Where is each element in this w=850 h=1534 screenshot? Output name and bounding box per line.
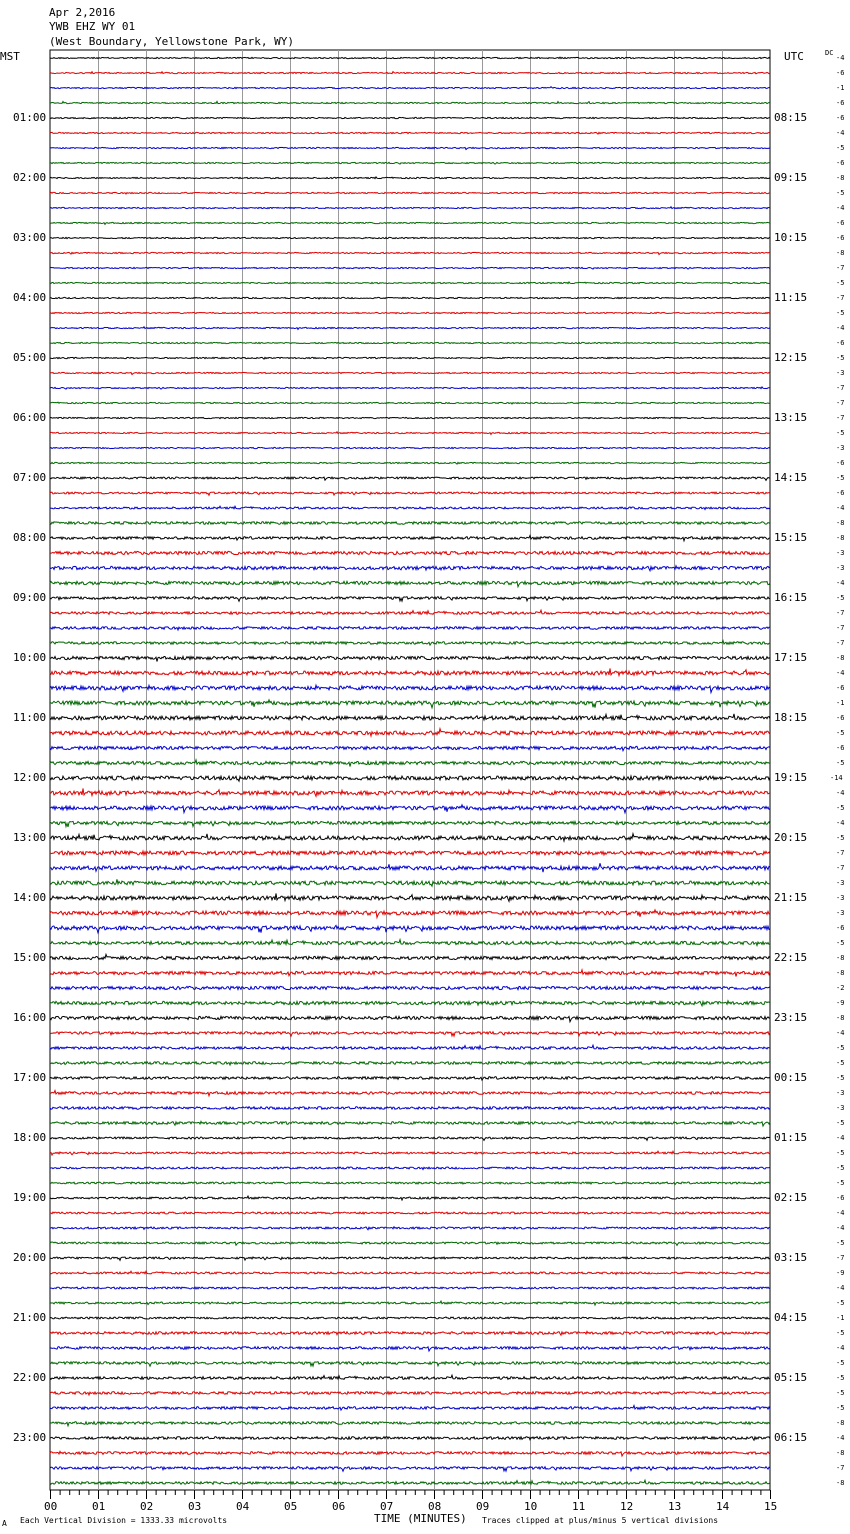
dc-offset-value: -6 bbox=[836, 159, 845, 167]
trace-row-32 bbox=[50, 522, 770, 525]
trace-row-50 bbox=[50, 788, 770, 796]
right-timezone-label: UTC bbox=[784, 50, 804, 63]
trace-row-72 bbox=[50, 1121, 770, 1126]
left-hour-label: 21:00 bbox=[13, 1311, 47, 1324]
left-hour-label: 20:00 bbox=[13, 1251, 47, 1264]
dc-offset-value: -4 bbox=[836, 1224, 845, 1232]
dc-offset-value: -4 bbox=[836, 1029, 845, 1037]
right-hour-label: 23:15 bbox=[774, 1011, 808, 1024]
trace-row-29 bbox=[50, 477, 770, 480]
x-axis-title: TIME (MINUTES) bbox=[374, 1512, 467, 1525]
dc-offset-value: -4 bbox=[836, 819, 845, 827]
trace-row-71 bbox=[50, 1107, 770, 1110]
trace-row-56 bbox=[50, 879, 770, 886]
dc-offset-value: -5 bbox=[836, 189, 845, 197]
left-hour-label: 09:00 bbox=[13, 591, 47, 604]
dc-offset-value: -3 bbox=[836, 909, 845, 917]
dc-offset-value: -7 bbox=[836, 864, 845, 872]
dc-offset-value: -1 bbox=[836, 84, 845, 92]
dc-offset-value: -6 bbox=[836, 234, 845, 242]
right-hour-label: 05:15 bbox=[774, 1371, 808, 1384]
trace-row-45 bbox=[50, 714, 770, 720]
right-hour-label: 03:15 bbox=[774, 1251, 808, 1264]
dc-offset-value: -7 bbox=[836, 849, 845, 857]
right-hour-label: 02:15 bbox=[774, 1191, 808, 1204]
x-tick-label: 13 bbox=[668, 1500, 682, 1513]
dc-offset-value: -4 bbox=[836, 129, 845, 137]
dc-offset-value: -4 bbox=[836, 54, 845, 62]
dc-offset-value: -7 bbox=[836, 1464, 845, 1472]
right-hour-label: 11:15 bbox=[774, 291, 808, 304]
trace-row-64 bbox=[50, 1001, 770, 1006]
dc-offset-value: -5 bbox=[836, 1404, 845, 1412]
dc-offset-value: -5 bbox=[836, 1119, 845, 1127]
dc-offset-header: DC bbox=[825, 49, 834, 57]
left-hour-label: 11:00 bbox=[13, 711, 47, 724]
dc-offset-value: -6 bbox=[836, 459, 845, 467]
dc-offset-value: -6 bbox=[836, 339, 845, 347]
right-hour-label: 14:15 bbox=[774, 471, 808, 484]
trace-row-62 bbox=[50, 970, 770, 977]
trace-row-7 bbox=[50, 147, 770, 149]
trace-row-82 bbox=[50, 1271, 770, 1274]
trace-row-1 bbox=[50, 57, 770, 59]
trace-row-78 bbox=[50, 1212, 770, 1214]
left-hour-label: 05:00 bbox=[13, 351, 47, 364]
trace-row-55 bbox=[50, 863, 770, 872]
dc-offset-value: -3 bbox=[836, 879, 845, 887]
trace-row-14 bbox=[50, 252, 770, 254]
dc-offset-value: -3 bbox=[836, 369, 845, 377]
dc-offset-value: -6 bbox=[836, 684, 845, 692]
dc-offset-value: -3 bbox=[836, 444, 845, 452]
dc-offset-value: -8 bbox=[836, 174, 845, 182]
trace-row-5 bbox=[50, 117, 770, 118]
dc-offset-value: -4 bbox=[836, 1209, 845, 1217]
trace-row-28 bbox=[50, 462, 770, 464]
dc-offset-value: -5 bbox=[836, 834, 845, 842]
dc-offset-value: -5 bbox=[836, 1239, 845, 1247]
trace-row-94 bbox=[50, 1451, 770, 1456]
dc-offset-value: -6 bbox=[836, 219, 845, 227]
trace-row-19 bbox=[50, 327, 770, 330]
dc-offset-value: -4 bbox=[836, 579, 845, 587]
trace-row-95 bbox=[50, 1467, 770, 1472]
trace-row-91 bbox=[50, 1406, 770, 1411]
trace-row-84 bbox=[50, 1301, 770, 1305]
dc-offset-value: -5 bbox=[836, 594, 845, 602]
scale-note: Each Vertical Division = 1333.33 microvolts bbox=[20, 1516, 228, 1525]
trace-row-81 bbox=[50, 1257, 770, 1260]
dc-offset-value: -7 bbox=[836, 384, 845, 392]
trace-row-26 bbox=[50, 432, 770, 435]
trace-row-49 bbox=[50, 776, 770, 781]
trace-row-54 bbox=[50, 851, 770, 855]
left-hour-label: 23:00 bbox=[13, 1431, 47, 1444]
station-code: YWB EHZ WY 01 bbox=[49, 20, 136, 33]
trace-row-88 bbox=[50, 1362, 770, 1367]
trace-row-34 bbox=[50, 551, 770, 554]
trace-row-92 bbox=[50, 1422, 770, 1426]
right-hour-label: 18:15 bbox=[774, 711, 808, 724]
dc-offset-value: -4 bbox=[836, 1434, 845, 1442]
dc-offset-value: -5 bbox=[836, 1359, 845, 1367]
dc-offset-value: -5 bbox=[836, 429, 845, 437]
plot-date: Apr 2,2016 bbox=[49, 6, 116, 19]
dc-offset-value: -5 bbox=[836, 1149, 845, 1157]
x-tick-label: 03 bbox=[188, 1500, 202, 1513]
left-hour-label: 07:00 bbox=[13, 471, 47, 484]
left-hour-label: 10:00 bbox=[13, 651, 47, 664]
trace-row-51 bbox=[50, 805, 770, 813]
x-tick-label: 02 bbox=[140, 1500, 154, 1513]
station-location: (West Boundary, Yellowstone Park, WY) bbox=[49, 35, 295, 48]
trace-row-85 bbox=[50, 1317, 770, 1319]
dc-offset-value: -4 bbox=[836, 504, 845, 512]
left-hour-label: 16:00 bbox=[13, 1011, 47, 1024]
dc-offset-value: -6 bbox=[836, 744, 845, 752]
trace-row-21 bbox=[50, 357, 770, 359]
dc-offset-value: -5 bbox=[836, 804, 845, 812]
trace-row-86 bbox=[50, 1331, 770, 1335]
dc-offset-value: -1 bbox=[836, 699, 845, 707]
trace-row-3 bbox=[50, 87, 770, 89]
trace-row-65 bbox=[50, 1016, 770, 1021]
dc-offset-value: -5 bbox=[836, 759, 845, 767]
dc-offset-value: -3 bbox=[836, 549, 845, 557]
right-hour-label: 15:15 bbox=[774, 531, 808, 544]
dc-offset-value: -8 bbox=[836, 519, 845, 527]
x-tick-label: 10 bbox=[524, 1500, 538, 1513]
dc-offset-value: -7 bbox=[836, 1254, 845, 1262]
right-hour-label: 19:15 bbox=[774, 771, 808, 784]
right-hour-label: 16:15 bbox=[774, 591, 808, 604]
left-hour-label: 14:00 bbox=[13, 891, 47, 904]
trace-row-77 bbox=[50, 1196, 770, 1200]
x-tick-label: 06 bbox=[332, 1500, 346, 1513]
trace-row-52 bbox=[50, 821, 770, 827]
dc-offset-value: -6 bbox=[836, 69, 845, 77]
trace-row-74 bbox=[50, 1151, 770, 1155]
left-hour-label: 19:00 bbox=[13, 1191, 47, 1204]
dc-offset-value: -5 bbox=[836, 1164, 845, 1172]
dc-offset-value: -8 bbox=[836, 1419, 845, 1427]
x-tick-label: 01 bbox=[92, 1500, 106, 1513]
left-hour-label: 01:00 bbox=[13, 111, 47, 124]
left-hour-label: 08:00 bbox=[13, 531, 47, 544]
dc-offset-value: -14 bbox=[830, 774, 843, 782]
trace-row-60 bbox=[50, 940, 770, 946]
dc-offset-value: -3 bbox=[836, 1104, 845, 1112]
dc-offset-value: -8 bbox=[836, 1014, 845, 1022]
dc-offset-value: -8 bbox=[836, 534, 845, 542]
dc-offset-value: -7 bbox=[836, 414, 845, 422]
trace-row-96 bbox=[50, 1480, 770, 1484]
trace-row-63 bbox=[50, 986, 770, 989]
dc-offset-value: -5 bbox=[836, 1059, 845, 1067]
trace-row-44 bbox=[50, 700, 770, 708]
trace-row-33 bbox=[50, 536, 770, 541]
trace-row-59 bbox=[50, 925, 770, 932]
trace-row-73 bbox=[50, 1137, 770, 1140]
trace-row-23 bbox=[50, 387, 770, 389]
left-hour-label: 13:00 bbox=[13, 831, 47, 844]
trace-row-61 bbox=[50, 954, 770, 959]
x-tick-label: 05 bbox=[284, 1500, 298, 1513]
left-hour-label: 17:00 bbox=[13, 1071, 47, 1084]
trace-row-43 bbox=[50, 685, 770, 692]
dc-offset-value: -3 bbox=[836, 1089, 845, 1097]
x-tick-label: 04 bbox=[236, 1500, 250, 1513]
trace-row-20 bbox=[50, 342, 770, 343]
x-tick-label: 11 bbox=[572, 1500, 586, 1513]
left-hour-label: 15:00 bbox=[13, 951, 47, 964]
trace-row-9 bbox=[50, 177, 770, 179]
x-tick-label: 14 bbox=[716, 1500, 730, 1513]
dc-offset-value: -5 bbox=[836, 1374, 845, 1382]
dc-offset-value: -5 bbox=[836, 729, 845, 737]
trace-row-13 bbox=[50, 237, 770, 238]
corner-mark: A bbox=[2, 1519, 7, 1528]
trace-row-37 bbox=[50, 597, 770, 602]
trace-row-69 bbox=[50, 1077, 770, 1080]
x-tick-label: 08 bbox=[428, 1500, 442, 1513]
trace-row-31 bbox=[50, 506, 770, 509]
x-tick-label: 07 bbox=[380, 1500, 394, 1513]
trace-row-25 bbox=[50, 417, 770, 418]
trace-row-40 bbox=[50, 641, 770, 646]
dc-offset-value: -7 bbox=[836, 399, 845, 407]
right-hour-label: 12:15 bbox=[774, 351, 808, 364]
dc-offset-value: -1 bbox=[836, 1314, 845, 1322]
trace-row-87 bbox=[50, 1347, 770, 1351]
dc-offset-value: -7 bbox=[836, 264, 845, 272]
trace-row-48 bbox=[50, 760, 770, 767]
right-hour-label: 00:15 bbox=[774, 1071, 808, 1084]
dc-offset-value: -4 bbox=[836, 1284, 845, 1292]
trace-row-6 bbox=[50, 132, 770, 134]
dc-offset-value: -7 bbox=[836, 609, 845, 617]
dc-offset-value: -7 bbox=[836, 624, 845, 632]
trace-row-47 bbox=[50, 746, 770, 750]
trace-row-39 bbox=[50, 627, 770, 630]
dc-offset-value: -8 bbox=[836, 249, 845, 257]
right-hour-label: 17:15 bbox=[774, 651, 808, 664]
dc-offset-value: -6 bbox=[836, 489, 845, 497]
dc-offset-value: -5 bbox=[836, 1179, 845, 1187]
left-hour-label: 04:00 bbox=[13, 291, 47, 304]
trace-row-35 bbox=[50, 566, 770, 571]
left-timezone-label: MST bbox=[0, 50, 20, 63]
right-hour-label: 08:15 bbox=[774, 111, 808, 124]
trace-row-15 bbox=[50, 267, 770, 269]
right-hour-label: 01:15 bbox=[774, 1131, 808, 1144]
trace-row-16 bbox=[50, 282, 770, 284]
right-hour-label: 06:15 bbox=[774, 1431, 808, 1444]
trace-row-4 bbox=[50, 101, 770, 103]
dc-offset-value: -4 bbox=[836, 1134, 845, 1142]
trace-row-27 bbox=[50, 447, 770, 448]
trace-row-89 bbox=[50, 1375, 770, 1379]
dc-offset-value: -6 bbox=[836, 99, 845, 107]
dc-offset-value: -9 bbox=[836, 1269, 845, 1277]
dc-offset-value: -5 bbox=[836, 279, 845, 287]
dc-offset-value: -5 bbox=[836, 1389, 845, 1397]
trace-row-17 bbox=[50, 297, 770, 299]
dc-offset-value: -4 bbox=[836, 204, 845, 212]
trace-row-80 bbox=[50, 1242, 770, 1245]
x-tick-label: 12 bbox=[620, 1500, 634, 1513]
dc-offset-value: -6 bbox=[836, 1194, 845, 1202]
trace-row-42 bbox=[50, 668, 770, 675]
left-hour-label: 18:00 bbox=[13, 1131, 47, 1144]
trace-row-70 bbox=[50, 1091, 770, 1096]
trace-row-90 bbox=[50, 1392, 770, 1395]
left-hour-label: 06:00 bbox=[13, 411, 47, 424]
dc-offset-value: -5 bbox=[836, 1299, 845, 1307]
dc-offset-value: -3 bbox=[836, 564, 845, 572]
dc-offset-value: -8 bbox=[836, 654, 845, 662]
trace-row-10 bbox=[50, 192, 770, 194]
dc-offset-value: -8 bbox=[836, 954, 845, 962]
trace-row-75 bbox=[50, 1167, 770, 1170]
clip-note: Traces clipped at plus/minus 5 vertical divisions bbox=[482, 1516, 719, 1525]
trace-row-41 bbox=[50, 656, 770, 661]
dc-offset-value: -9 bbox=[836, 999, 845, 1007]
trace-row-12 bbox=[50, 222, 770, 224]
trace-row-30 bbox=[50, 492, 770, 495]
trace-row-93 bbox=[50, 1437, 770, 1441]
dc-offset-value: -6 bbox=[836, 114, 845, 122]
dc-offset-value: -8 bbox=[836, 1449, 845, 1457]
trace-row-68 bbox=[50, 1062, 770, 1065]
trace-row-53 bbox=[50, 834, 770, 841]
x-tick-label: 15 bbox=[764, 1500, 778, 1513]
dc-offset-value: -5 bbox=[836, 1329, 845, 1337]
right-hour-label: 09:15 bbox=[774, 171, 808, 184]
right-hour-label: 22:15 bbox=[774, 951, 808, 964]
left-hour-label: 02:00 bbox=[13, 171, 47, 184]
right-hour-label: 13:15 bbox=[774, 411, 808, 424]
x-tick-label: 00 bbox=[44, 1500, 58, 1513]
left-hour-label: 22:00 bbox=[13, 1371, 47, 1384]
dc-offset-value: -5 bbox=[836, 474, 845, 482]
dc-offset-value: -5 bbox=[836, 354, 845, 362]
trace-row-24 bbox=[50, 402, 770, 404]
dc-offset-value: -4 bbox=[836, 1344, 845, 1352]
dc-offset-value: -8 bbox=[836, 969, 845, 977]
dc-offset-value: -5 bbox=[836, 309, 845, 317]
trace-row-79 bbox=[50, 1227, 770, 1230]
trace-row-38 bbox=[50, 610, 770, 614]
trace-row-2 bbox=[50, 72, 770, 74]
dc-offset-value: -7 bbox=[836, 294, 845, 302]
left-hour-label: 03:00 bbox=[13, 231, 47, 244]
right-hour-label: 04:15 bbox=[774, 1311, 808, 1324]
trace-row-8 bbox=[50, 162, 770, 164]
dc-offset-value: -4 bbox=[836, 789, 845, 797]
right-hour-label: 21:15 bbox=[774, 891, 808, 904]
dc-offset-value: -5 bbox=[836, 144, 845, 152]
dc-offset-value: -4 bbox=[836, 324, 845, 332]
trace-row-57 bbox=[50, 893, 770, 901]
trace-row-67 bbox=[50, 1045, 770, 1049]
trace-row-83 bbox=[50, 1287, 770, 1289]
right-hour-label: 10:15 bbox=[774, 231, 808, 244]
dc-offset-value: -5 bbox=[836, 939, 845, 947]
x-tick-label: 09 bbox=[476, 1500, 490, 1513]
trace-row-58 bbox=[50, 910, 770, 918]
trace-row-46 bbox=[50, 729, 770, 736]
right-hour-label: 20:15 bbox=[774, 831, 808, 844]
dc-offset-value: -6 bbox=[836, 924, 845, 932]
dc-offset-value: -7 bbox=[836, 639, 845, 647]
trace-row-11 bbox=[50, 207, 770, 209]
trace-row-66 bbox=[50, 1032, 770, 1037]
dc-offset-value: -3 bbox=[836, 894, 845, 902]
dc-offset-value: -5 bbox=[836, 1044, 845, 1052]
trace-row-76 bbox=[50, 1182, 770, 1185]
trace-row-36 bbox=[50, 581, 770, 586]
dc-offset-value: -2 bbox=[836, 984, 845, 992]
dc-offset-value: -5 bbox=[836, 1074, 845, 1082]
dc-offset-value: -8 bbox=[836, 1479, 845, 1487]
trace-row-18 bbox=[50, 312, 770, 313]
dc-offset-value: -4 bbox=[836, 669, 845, 677]
left-hour-label: 12:00 bbox=[13, 771, 47, 784]
dc-offset-value: -6 bbox=[836, 714, 845, 722]
trace-row-22 bbox=[50, 372, 770, 374]
